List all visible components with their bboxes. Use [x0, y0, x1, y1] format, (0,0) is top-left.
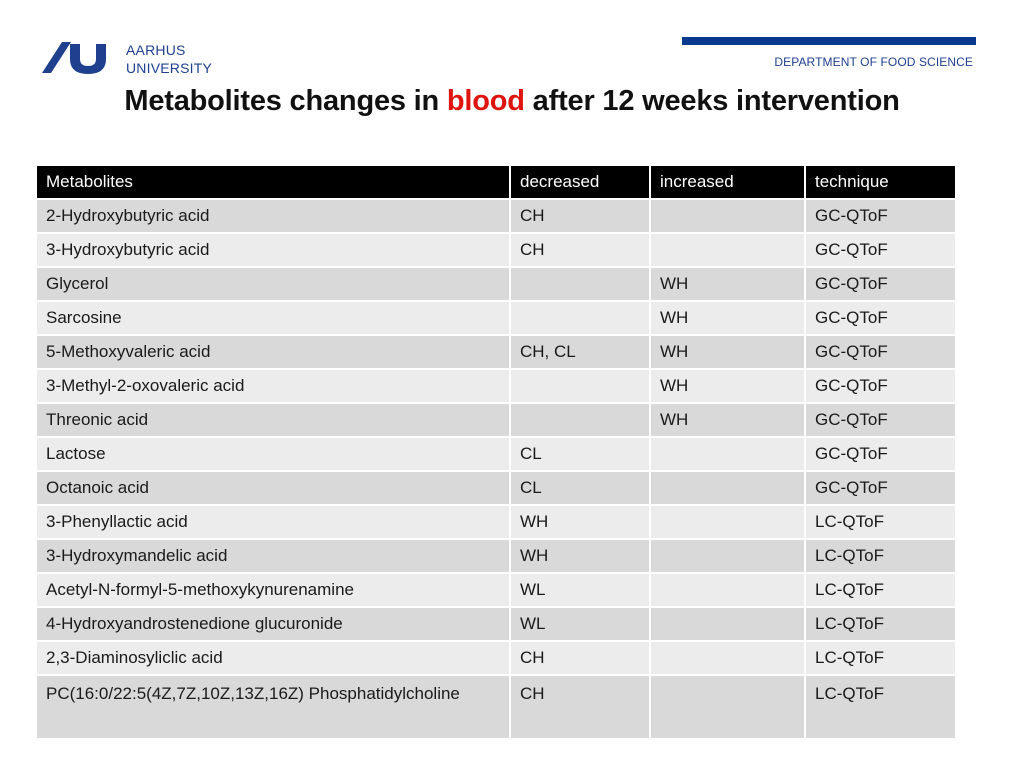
cell-technique: GC-QToF [805, 233, 955, 267]
table-row [37, 267, 955, 301]
cell-decreased [510, 403, 650, 437]
title-text-before: Metabolites changes in [124, 85, 447, 117]
cell-increased: WH [650, 301, 805, 335]
cell-increased [650, 573, 805, 607]
cell-technique: GC-QToF [805, 301, 955, 335]
cell-increased [650, 471, 805, 505]
table-header-row [37, 166, 955, 199]
cell-technique: LC-QToF [805, 573, 955, 607]
cell-decreased: CL [510, 437, 650, 471]
table-row [37, 471, 955, 505]
metabolites-table [37, 166, 955, 740]
cell-decreased: CH [510, 233, 650, 267]
cell-technique: GC-QToF [805, 335, 955, 369]
header-technique: technique [805, 166, 955, 199]
cell-decreased: WH [510, 505, 650, 539]
cell-technique: GC-QToF [805, 471, 955, 505]
cell-increased: WH [650, 335, 805, 369]
cell-increased: WH [650, 369, 805, 403]
cell-increased [650, 505, 805, 539]
cell-technique: GC-QToF [805, 199, 955, 233]
cell-technique: LC-QToF [805, 641, 955, 675]
cell-decreased [510, 301, 650, 335]
department-name: DEPARTMENT OF FOOD SCIENCE [774, 55, 973, 69]
university-name-line1: AARHUS [126, 42, 186, 58]
table-row [37, 539, 955, 573]
cell-metabolite: 2-Hydroxybutyric acid [37, 199, 510, 233]
cell-technique: LC-QToF [805, 607, 955, 641]
cell-increased [650, 199, 805, 233]
cell-increased: WH [650, 267, 805, 301]
cell-metabolite: 5-Methoxyvaleric acid [37, 335, 510, 369]
cell-metabolite: Acetyl-N-formyl-5-methoxykynurenamine [37, 573, 510, 607]
cell-decreased: WH [510, 539, 650, 573]
cell-decreased [510, 369, 650, 403]
cell-technique: GC-QToF [805, 437, 955, 471]
cell-technique: GC-QToF [805, 403, 955, 437]
cell-technique: GC-QToF [805, 267, 955, 301]
table-row [37, 437, 955, 471]
department-bar [682, 37, 976, 45]
cell-increased: WH [650, 403, 805, 437]
cell-metabolite: 4-Hydroxyandrostenedione glucuronide [37, 607, 510, 641]
cell-metabolite: 3-Hydroxybutyric acid [37, 233, 510, 267]
cell-metabolite: 3-Phenyllactic acid [37, 505, 510, 539]
cell-decreased [510, 267, 650, 301]
cell-metabolite: Glycerol [37, 267, 510, 301]
table-row [37, 573, 955, 607]
cell-metabolite: PC(16:0/22:5(4Z,7Z,10Z,13Z,16Z) Phosphatidylcholine [37, 675, 510, 739]
cell-technique: LC-QToF [805, 539, 955, 573]
cell-increased [650, 607, 805, 641]
cell-decreased: CH [510, 199, 650, 233]
cell-technique: LC-QToF [805, 675, 955, 739]
cell-increased [650, 641, 805, 675]
table-row [37, 335, 955, 369]
university-name [126, 41, 212, 77]
table-row [37, 607, 955, 641]
slide-title [0, 85, 1024, 118]
title-highlight: blood [446, 85, 525, 117]
cell-metabolite: Threonic acid [37, 403, 510, 437]
cell-metabolite: 2,3-Diaminosyliclic acid [37, 641, 510, 675]
cell-decreased: CH, CL [510, 335, 650, 369]
aarhus-university-logo [40, 40, 108, 76]
cell-decreased: CH [510, 641, 650, 675]
cell-metabolite: Lactose [37, 437, 510, 471]
table-row [37, 301, 955, 335]
university-name-line2: UNIVERSITY [126, 60, 213, 76]
title-text-after: after 12 weeks intervention [524, 85, 900, 117]
cell-decreased: CH [510, 675, 650, 739]
table-row [37, 233, 955, 267]
table-row [37, 199, 955, 233]
cell-metabolite: 3-Methyl-2-oxovaleric acid [37, 369, 510, 403]
cell-increased [650, 539, 805, 573]
cell-increased [650, 233, 805, 267]
table-row [37, 505, 955, 539]
cell-increased [650, 675, 805, 739]
cell-decreased: WL [510, 607, 650, 641]
table-row [37, 641, 955, 675]
cell-decreased: WL [510, 573, 650, 607]
cell-metabolite: 3-Hydroxymandelic acid [37, 539, 510, 573]
table-row [37, 675, 955, 739]
cell-increased [650, 437, 805, 471]
table-row [37, 403, 955, 437]
cell-technique: GC-QToF [805, 369, 955, 403]
cell-metabolite: Sarcosine [37, 301, 510, 335]
cell-metabolite: Octanoic acid [37, 471, 510, 505]
header-increased: increased [650, 166, 805, 199]
table-row [37, 369, 955, 403]
header-metabolites: Metabolites [37, 166, 510, 199]
cell-technique: LC-QToF [805, 505, 955, 539]
header-decreased: decreased [510, 166, 650, 199]
cell-decreased: CL [510, 471, 650, 505]
